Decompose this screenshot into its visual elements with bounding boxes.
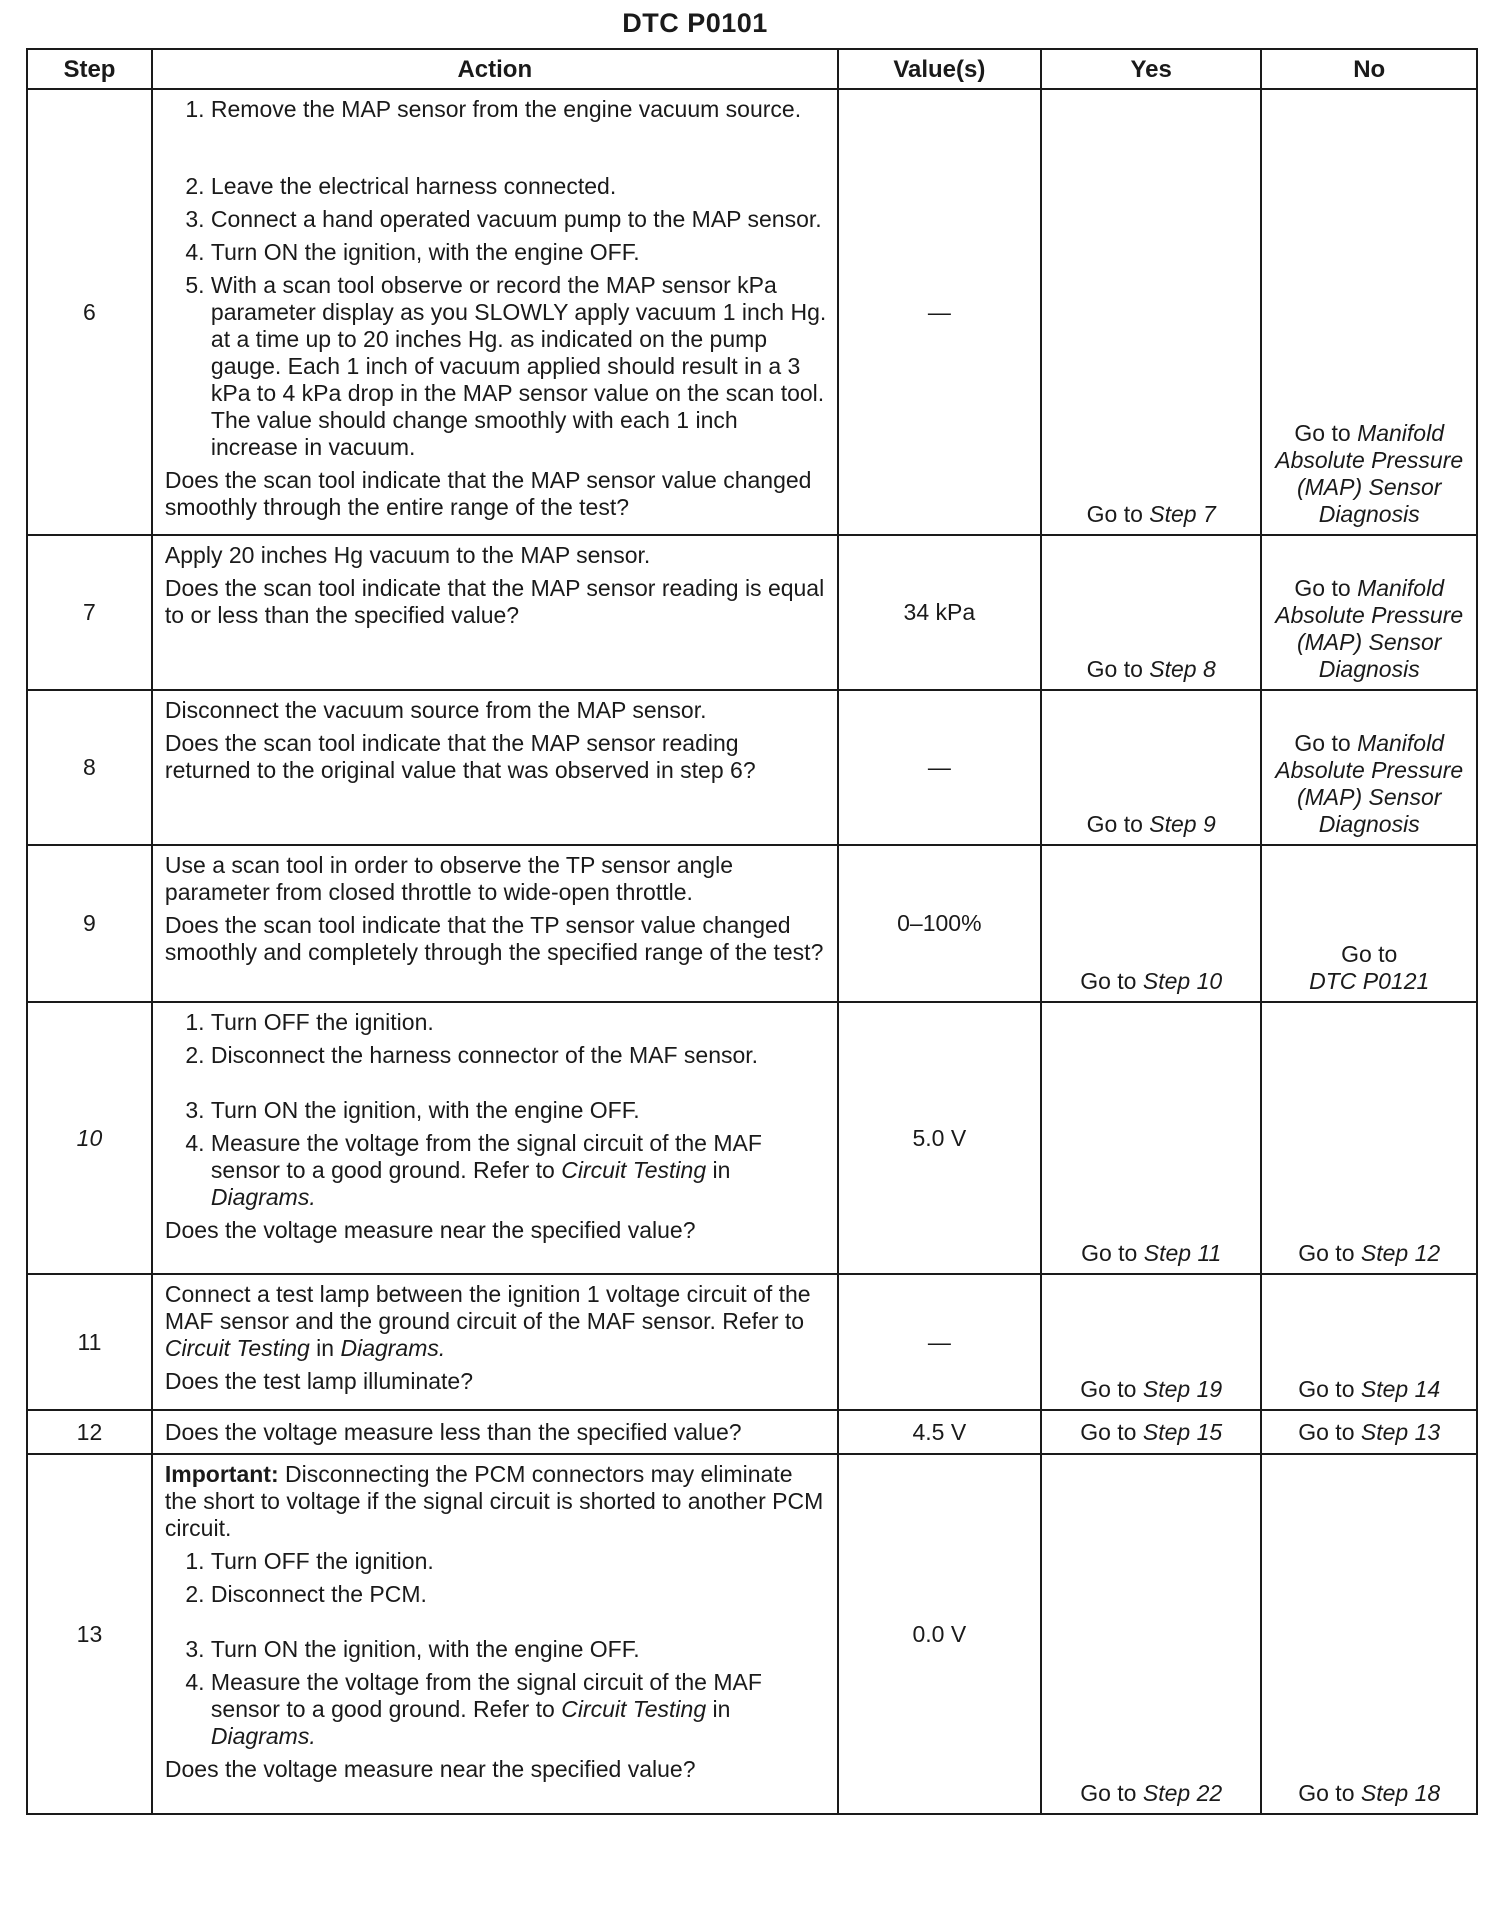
column-header-yes: Yes	[1041, 49, 1261, 89]
action-step: 3. Turn ON the ignition, with the engine OFF.	[211, 1636, 829, 1663]
column-header-action: Action	[152, 49, 838, 89]
action-text: Disconnect the vacuum source from the MAP sensor.	[164, 697, 707, 723]
value-cell: 0–100%	[838, 845, 1041, 1002]
value-cell: —	[838, 89, 1041, 535]
step-number: 13	[27, 1454, 152, 1814]
yes-link[interactable]: Go to Step 10	[1041, 845, 1261, 1002]
action-step: 1. Turn OFF the ignition.	[211, 1548, 829, 1575]
no-link[interactable]: Go to Step 14	[1261, 1274, 1477, 1410]
step-number: 8	[27, 690, 152, 845]
action-cell	[152, 535, 838, 690]
action-question: Does the scan tool indicate that the MAP sensor reading returned to the original value that was observed in step 6?	[164, 730, 756, 783]
yes-link[interactable]: Go to Step 9	[1041, 690, 1261, 845]
table-row	[27, 690, 1477, 845]
yes-link[interactable]: Go to Step 15	[1041, 1410, 1261, 1454]
table-row	[27, 1274, 1477, 1410]
action-text: Connect a test lamp between the ignition 1 voltage circuit of the MAF sensor and the ground circuit of the MAF sensor. Refer to Circuit Testing in Diagrams.	[164, 1281, 811, 1361]
value-cell: 34 kPa	[838, 535, 1041, 690]
action-question: Does the voltage measure less than the specified value?	[164, 1418, 742, 1445]
column-header-values: Value(s)	[838, 49, 1041, 89]
action-cell	[152, 845, 838, 1002]
yes-link[interactable]: Go to Step 22	[1041, 1454, 1261, 1814]
table-row	[27, 845, 1477, 1002]
action-cell	[152, 1002, 838, 1274]
step-number: 6	[27, 89, 152, 535]
no-link[interactable]: Go to Step 13	[1261, 1410, 1477, 1454]
step-number: 10	[27, 1002, 152, 1274]
action-steps	[165, 96, 829, 461]
action-text: Apply 20 inches Hg vacuum to the MAP sensor.	[164, 542, 651, 568]
action-step: 2. Disconnect the harness connector of the MAF sensor.	[211, 1042, 829, 1091]
table-header-row	[27, 49, 1477, 89]
no-link[interactable]: Go to Manifold Absolute Pressure (MAP) Sensor Diagnosis	[1261, 535, 1477, 690]
action-step: 5. With a scan tool observe or record the MAP sensor kPa parameter display as you SLOWLY apply vacuum 1 inch Hg. at a time up to 20 inches Hg. as indicated on the pump gauge. Each 1 inch of vacuum applied should result in a 3 kPa to 4 kPa drop in the MAP sensor value on the scan tool. The value should change smoothly with each 1 inch increase in vacuum.	[211, 272, 829, 461]
value-cell: 4.5 V	[838, 1410, 1041, 1454]
action-cell	[152, 690, 838, 845]
column-header-step: Step	[27, 49, 152, 89]
action-step: 4. Measure the voltage from the signal circuit of the MAF sensor to a good ground. Refer to Circuit Testing in Diagrams.	[211, 1130, 829, 1211]
action-steps	[165, 1009, 829, 1211]
yes-link[interactable]: Go to Step 11	[1041, 1002, 1261, 1274]
no-link[interactable]: Go to Step 18	[1261, 1454, 1477, 1814]
action-step: 1. Remove the MAP sensor from the engine vacuum source.	[211, 96, 829, 167]
action-step: 3. Turn ON the ignition, with the engine OFF.	[211, 1097, 829, 1124]
value-cell: —	[838, 1274, 1041, 1410]
action-question: Does the voltage measure near the specified value?	[164, 1756, 696, 1782]
no-link[interactable]: Go to Manifold Absolute Pressure (MAP) Sensor Diagnosis	[1261, 89, 1477, 535]
action-question: Does the scan tool indicate that the MAP sensor value changed smoothly through the entire range of the test?	[164, 467, 812, 520]
table-row	[27, 1454, 1477, 1814]
step-number: 12	[27, 1410, 152, 1454]
no-link[interactable]: Go to DTC P0121	[1261, 845, 1477, 1002]
action-step: 4. Measure the voltage from the signal circuit of the MAF sensor to a good ground. Refer to Circuit Testing in Diagrams.	[211, 1669, 829, 1750]
action-question: Does the scan tool indicate that the MAP sensor reading is equal to or less than the specified value?	[164, 575, 825, 628]
table-row	[27, 1002, 1477, 1274]
step-number: 7	[27, 535, 152, 690]
yes-link[interactable]: Go to Step 19	[1041, 1274, 1261, 1410]
important-note: Important: Disconnecting the PCM connectors may eliminate the short to voltage if the signal circuit is shorted to another PCM circuit.	[164, 1461, 824, 1541]
column-header-no: No	[1261, 49, 1477, 89]
value-cell: 5.0 V	[838, 1002, 1041, 1274]
action-step: 3. Connect a hand operated vacuum pump to the MAP sensor.	[211, 206, 829, 233]
yes-link[interactable]: Go to Step 8	[1041, 535, 1261, 690]
action-cell	[152, 1410, 838, 1454]
step-number: 11	[27, 1274, 152, 1410]
action-cell	[152, 89, 838, 535]
action-step: 2. Disconnect the PCM.	[211, 1581, 829, 1630]
table-row	[27, 1410, 1477, 1454]
action-step: 1. Turn OFF the ignition.	[211, 1009, 829, 1036]
no-link[interactable]: Go to Step 12	[1261, 1002, 1477, 1274]
action-question: Does the scan tool indicate that the TP sensor value changed smoothly and completely through the specified range of the test?	[164, 912, 824, 965]
action-question: Does the voltage measure near the specified value?	[164, 1217, 696, 1243]
no-link[interactable]: Go to Manifold Absolute Pressure (MAP) Sensor Diagnosis	[1261, 690, 1477, 845]
action-step: 4. Turn ON the ignition, with the engine OFF.	[211, 239, 829, 266]
action-cell	[152, 1454, 838, 1814]
value-cell: —	[838, 690, 1041, 845]
action-cell	[152, 1274, 838, 1410]
diagnostic-table	[26, 48, 1478, 1815]
action-question: Does the test lamp illuminate?	[164, 1368, 474, 1394]
step-number: 9	[27, 845, 152, 1002]
table-row	[27, 89, 1477, 535]
action-steps	[165, 1548, 829, 1750]
action-step: 2. Leave the electrical harness connected.	[211, 173, 829, 200]
page-title: DTC P0101	[622, 8, 768, 38]
value-cell: 0.0 V	[838, 1454, 1041, 1814]
yes-link[interactable]: Go to Step 7	[1041, 89, 1261, 535]
table-row	[27, 535, 1477, 690]
action-text: Use a scan tool in order to observe the TP sensor angle parameter from closed throttle to wide-open throttle.	[164, 852, 733, 905]
